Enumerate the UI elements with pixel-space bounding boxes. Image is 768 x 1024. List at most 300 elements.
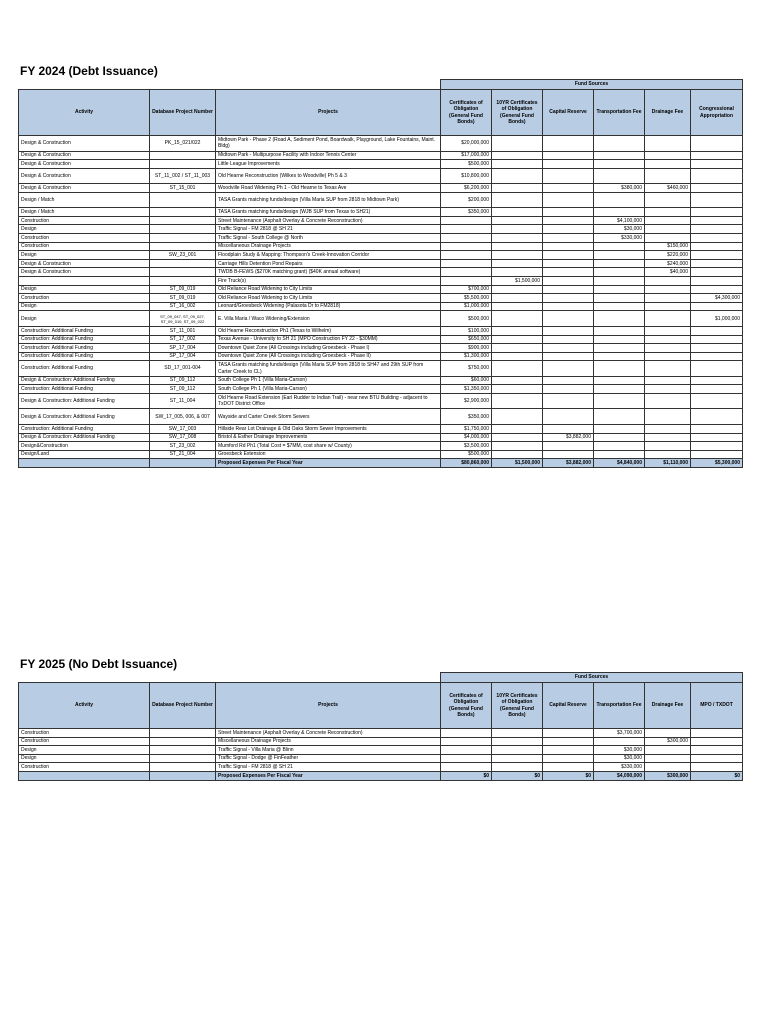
table-row [19,376,743,385]
project-cell: Old Hearne Reconstruction (Wilkes to Woodville) Ph 5 & 3 [216,168,441,184]
amount-cell [645,225,691,234]
amount-cell [543,216,594,225]
amount-cell: $3,500,000 [441,442,492,451]
total-cell: $0 [543,771,594,780]
project-cell: Downtown Quiet Zone (All Crossings including Groesbeck - Phase II) [216,352,441,361]
fy2025-table [18,672,743,781]
amount-cell [594,192,645,208]
amount-cell: $500,000 [441,160,492,169]
amount-cell: $30,000 [594,225,645,234]
activity-cell: Design [19,251,150,260]
column-header: Capital Reserve [543,683,594,729]
amount-cell [691,184,743,193]
project-number-cell [150,160,216,169]
project-cell: Wayside and Carter Creek Storm Sewers [216,409,441,425]
activity-cell: Construction: Additional Funding [19,424,150,433]
activity-cell: Design & Construction: Additional Funding [19,376,150,385]
amount-cell: $650,000 [441,335,492,344]
table-row [19,251,743,260]
fy2024-table [18,79,743,468]
project-number-cell [150,746,216,755]
project-number-cell [150,763,216,772]
amount-cell [492,361,543,377]
amount-cell: $4,000,000 [441,433,492,442]
amount-cell [441,754,492,763]
amount-cell [594,168,645,184]
amount-cell [441,746,492,755]
activity-cell: Construction: Additional Funding [19,361,150,377]
project-number-cell: ST_11_004 [150,393,216,409]
amount-cell [543,352,594,361]
amount-cell [543,277,594,286]
amount-cell [594,376,645,385]
project-cell: Midtown Park - Multipurpose Facility with Indoor Tennis Center [216,151,441,160]
amount-cell [691,216,743,225]
column-header: Database Project Number [150,90,216,136]
fund-sources-header: Fund Sources [441,80,743,90]
project-number-cell [150,216,216,225]
project-number-cell: ST_09_112 [150,385,216,394]
amount-cell [492,335,543,344]
amount-cell: $500,000 [441,450,492,459]
column-header: Database Project Number [150,683,216,729]
activity-cell: Design / Match [19,208,150,217]
project-number-cell: SD_17_001-004 [150,361,216,377]
amount-cell [492,433,543,442]
amount-cell: $700,000 [441,285,492,294]
amount-cell [543,302,594,311]
activity-cell: Design & Construction [19,268,150,277]
amount-cell [492,737,543,746]
amount-cell [691,344,743,353]
project-cell: Carriage Hills Detention Pond Repairs [216,259,441,268]
project-cell: Old Hearne Road Extension (Earl Rudder to Indian Trail) - near new BTU Building - adjacent to TxDOT District Office [216,393,441,409]
amount-cell [492,251,543,260]
project-number-cell [150,459,216,468]
amount-cell [543,208,594,217]
project-number-cell [150,268,216,277]
project-cell: Mumford Rd Ph1 (Total Cost = $7MM, cost share w/ County) [216,442,441,451]
project-cell: TASA Grants matching funds/design (Villa Maria SUP from 2818 to SH47 and 29th SUP from Carter Creek to CL) [216,361,441,377]
project-cell: Downtown Quiet Zone (All Crossings including Groesbeck - Phase I) [216,344,441,353]
total-cell: $4,840,000 [594,459,645,468]
amount-cell [441,737,492,746]
project-cell: TASA Grants matching funds/design (WJB SUP from Texas to SH21) [216,208,441,217]
project-cell: Traffic Signal - FM 2818 @ SH 21 [216,225,441,234]
amount-cell [691,160,743,169]
amount-cell [594,285,645,294]
amount-cell [645,160,691,169]
project-cell: Leonard/Groesbeck Widening (Palasota Dr to FM2818) [216,302,441,311]
amount-cell [594,361,645,377]
amount-cell [645,361,691,377]
table-row [19,352,743,361]
amount-cell [543,763,594,772]
amount-cell [691,376,743,385]
amount-cell [543,285,594,294]
amount-cell: $200,000 [441,192,492,208]
project-cell: Street Maintenance (Asphalt Overlay & Concrete Reconstruction) [216,216,441,225]
amount-cell: $17,000,000 [441,151,492,160]
project-cell: Texas Avenue - University to SH 21 (MPO Construction FY 22 - $30MM) [216,335,441,344]
amount-cell: $3,882,000 [543,433,594,442]
amount-cell [691,168,743,184]
amount-cell [492,192,543,208]
amount-cell: $1,300,000 [441,352,492,361]
amount-cell [594,450,645,459]
amount-cell [492,259,543,268]
amount-cell [543,136,594,152]
project-number-cell [150,225,216,234]
amount-cell [594,311,645,327]
project-cell: Street Maintenance (Asphalt Overlay & Concrete Reconstruction) [216,729,441,738]
total-cell: $80,860,000 [441,459,492,468]
amount-cell [543,311,594,327]
amount-cell [594,409,645,425]
project-number-cell: SW_17_005, 006, & 007 [150,409,216,425]
project-cell: Old Hearne Reconstruction Ph1 (Texas to Wilhelm) [216,326,441,335]
project-number-cell: ST_16_002 [150,302,216,311]
table-row [19,160,743,169]
project-cell: Miscellaneous Drainage Projects [216,737,441,746]
table-row [19,208,743,217]
activity-cell: Design & Construction [19,151,150,160]
amount-cell [645,450,691,459]
table-row [19,326,743,335]
amount-cell: $460,000 [645,184,691,193]
column-header: Drainage Fee [645,683,691,729]
amount-cell [691,268,743,277]
project-number-cell: ST_11_001 [150,326,216,335]
activity-cell: Design & Construction [19,160,150,169]
amount-cell [594,242,645,251]
activity-cell: Design & Construction: Additional Funding [19,393,150,409]
table-row [19,242,743,251]
amount-cell: $350,000 [441,409,492,425]
project-number-cell: ST_09_112 [150,376,216,385]
amount-cell: $100,000 [441,326,492,335]
amount-cell: $10,800,000 [441,168,492,184]
table-row [19,277,743,286]
amount-cell [492,376,543,385]
column-header: Certificates of Obligation (General Fund Bonds) [441,90,492,136]
amount-cell [492,184,543,193]
project-cell: South College Ph 1 (Villa Maria-Carson) [216,376,441,385]
amount-cell [645,136,691,152]
table-row [19,335,743,344]
project-cell: Traffic Signal - South College @ North [216,234,441,243]
project-number-cell: PK_15_021/022 [150,136,216,152]
amount-cell [691,361,743,377]
amount-cell [492,294,543,303]
project-number-cell [150,259,216,268]
amount-cell [594,151,645,160]
amount-cell [543,234,594,243]
amount-cell [691,433,743,442]
column-header: Activity [19,90,150,136]
amount-cell [543,225,594,234]
amount-cell [594,335,645,344]
amount-cell: $1,000,000 [441,302,492,311]
amount-cell [645,151,691,160]
amount-cell [543,409,594,425]
amount-cell [441,225,492,234]
project-cell: Traffic Signal - Villa Maria @ Blinn [216,746,441,755]
amount-cell [492,285,543,294]
amount-cell [691,326,743,335]
amount-cell: $20,000,000 [441,136,492,152]
activity-cell: Construction [19,234,150,243]
amount-cell [691,393,743,409]
total-row [19,459,743,468]
amount-cell [441,277,492,286]
activity-cell: Design&Construction [19,442,150,451]
amount-cell [691,225,743,234]
table-row [19,285,743,294]
project-cell: Hillside Rear Lot Drainage & Old Oaks Storm Sewer Improvements [216,424,441,433]
amount-cell: $150,000 [645,242,691,251]
amount-cell: $30,000 [594,746,645,755]
activity-cell: Design [19,311,150,327]
amount-cell [645,442,691,451]
project-number-cell: ST_21_004 [150,450,216,459]
amount-cell: $5,500,000 [441,294,492,303]
column-header: Transportation Fee [594,90,645,136]
amount-cell: $1,000,000 [691,311,743,327]
amount-cell: $60,000 [441,376,492,385]
activity-cell: Construction [19,216,150,225]
amount-cell [691,763,743,772]
amount-cell [594,344,645,353]
table-row [19,216,743,225]
amount-cell [645,326,691,335]
project-cell: Bristol & Esther Drainage Improvements [216,433,441,442]
table-row [19,234,743,243]
column-header: Transportation Fee [594,683,645,729]
table-row [19,746,743,755]
activity-cell: Construction: Additional Funding [19,326,150,335]
table-row [19,344,743,353]
project-cell: Groesbeck Extension [216,450,441,459]
amount-cell [492,151,543,160]
fy2024-title: FY 2024 (Debt Issuance) [20,64,158,78]
column-header: Certificates of Obligation (General Fund Bonds) [441,683,492,729]
amount-cell [645,285,691,294]
amount-cell [645,729,691,738]
activity-cell: Design & Construction [19,168,150,184]
amount-cell: $40,000 [645,268,691,277]
project-cell: TWDB B-FEWS ($270K matching grant) ($40K annual software) [216,268,441,277]
amount-cell [645,192,691,208]
amount-cell [492,268,543,277]
amount-cell [543,168,594,184]
activity-cell: Design [19,754,150,763]
column-header: Drainage Fee [645,90,691,136]
amount-cell [543,160,594,169]
project-cell: Woodville Road Widening Ph 1 - Old Hearne to Texas Ave [216,184,441,193]
amount-cell [691,136,743,152]
amount-cell [543,361,594,377]
total-label: Proposed Expenses Per Fiscal Year [216,459,441,468]
total-cell: $4,090,000 [594,771,645,780]
amount-cell [594,424,645,433]
amount-cell [492,352,543,361]
amount-cell [492,729,543,738]
column-header: Activity [19,683,150,729]
amount-cell [492,450,543,459]
amount-cell [492,168,543,184]
amount-cell [594,326,645,335]
activity-cell: Design [19,302,150,311]
amount-cell [645,216,691,225]
activity-cell: Construction [19,242,150,251]
amount-cell [691,729,743,738]
amount-cell [594,385,645,394]
amount-cell [594,251,645,260]
table-row [19,409,743,425]
amount-cell [543,746,594,755]
project-number-cell: SP_17_004 [150,344,216,353]
amount-cell [492,311,543,327]
amount-cell [543,192,594,208]
amount-cell [691,259,743,268]
amount-cell [492,225,543,234]
total-label: Proposed Expenses Per Fiscal Year [216,771,441,780]
project-number-cell [150,234,216,243]
amount-cell: $1,350,000 [441,385,492,394]
amount-cell [691,192,743,208]
project-cell: TASA Grants matching funds/design (Villa Maria SUP from 2818 to Midtown Park) [216,192,441,208]
table-row [19,302,743,311]
amount-cell [492,409,543,425]
activity-cell: Construction: Additional Funding [19,352,150,361]
amount-cell [441,729,492,738]
amount-cell [645,208,691,217]
amount-cell [492,242,543,251]
amount-cell [594,136,645,152]
total-cell: $1,500,000 [492,459,543,468]
amount-cell [492,234,543,243]
amount-cell [645,376,691,385]
amount-cell: $240,000 [645,259,691,268]
amount-cell [543,251,594,260]
amount-cell [543,259,594,268]
amount-cell: $4,300,000 [691,294,743,303]
amount-cell [645,234,691,243]
table-row [19,136,743,152]
amount-cell [645,344,691,353]
amount-cell [594,259,645,268]
amount-cell [492,216,543,225]
project-number-cell: SW_17_003 [150,424,216,433]
amount-cell [492,393,543,409]
activity-cell: Construction: Additional Funding [19,335,150,344]
amount-cell [691,746,743,755]
table-row [19,450,743,459]
fund-sources-header: Fund Sources [441,673,743,683]
total-cell: $300,000 [645,771,691,780]
amount-cell: $1,500,000 [492,277,543,286]
activity-cell: Construction: Additional Funding [19,385,150,394]
amount-cell [594,268,645,277]
project-cell: South College Ph 1 (Villa Maria-Carson) [216,385,441,394]
amount-cell [543,294,594,303]
amount-cell [543,393,594,409]
activity-cell: Design & Construction: Additional Funding [19,433,150,442]
total-row [19,771,743,780]
amount-cell [691,352,743,361]
table-row [19,151,743,160]
amount-cell [691,737,743,746]
activity-cell: Construction [19,763,150,772]
table-row [19,754,743,763]
amount-cell [543,424,594,433]
column-header: Projects [216,683,441,729]
project-number-cell: ST_09_019 [150,294,216,303]
activity-cell: Design & Construction [19,259,150,268]
table-row [19,442,743,451]
project-cell: Fire Truck(s) [216,277,441,286]
activity-cell: Design/Land [19,450,150,459]
activity-cell: Construction [19,729,150,738]
activity-cell: Design & Construction [19,184,150,193]
project-cell: Traffic Signal - Dodge @ FinFeather [216,754,441,763]
amount-cell [543,376,594,385]
amount-cell: $330,000 [594,234,645,243]
amount-cell: $300,000 [645,737,691,746]
project-cell: Floodplain Study & Mapping: Thompson's Creek-Innovation Corridor [216,251,441,260]
project-number-cell: ST_23_002 [150,442,216,451]
activity-cell: Design / Match [19,192,150,208]
activity-cell: Construction [19,737,150,746]
project-cell: Traffic Signal - FM 2818 @ SH 21 [216,763,441,772]
amount-cell [594,737,645,746]
amount-cell: $350,000 [441,208,492,217]
total-cell: $1,110,000 [645,459,691,468]
activity-cell: Construction [19,294,150,303]
amount-cell [645,168,691,184]
activity-cell: Design [19,225,150,234]
amount-cell: $4,100,000 [594,216,645,225]
table-row [19,311,743,327]
amount-cell [543,385,594,394]
activity-cell: Design [19,746,150,755]
amount-cell: $500,000 [441,311,492,327]
amount-cell [492,160,543,169]
column-header: 10YR Certificates of Obligation (General Fund Bonds) [492,683,543,729]
project-number-cell [150,729,216,738]
project-number-cell: ST_17_002 [150,335,216,344]
amount-cell: $2,900,000 [441,393,492,409]
amount-cell [645,302,691,311]
amount-cell [492,746,543,755]
total-cell: $5,300,000 [691,459,743,468]
table-row [19,184,743,193]
amount-cell: $750,000 [441,361,492,377]
amount-cell [691,385,743,394]
amount-cell [543,450,594,459]
amount-cell [594,433,645,442]
project-cell: E. Villa Maria / Waco Widening/Extension [216,311,441,327]
project-number-cell: ST_15_001 [150,184,216,193]
table-row [19,192,743,208]
amount-cell: $380,000 [594,184,645,193]
amount-cell [441,268,492,277]
table-row [19,737,743,746]
project-cell: Midtown Park - Phase 2 (Road A, Sediment Pond, Boardwalk, Playground, Lake Fountains, Maint. Bldg) [216,136,441,152]
amount-cell [691,277,743,286]
project-number-cell [150,151,216,160]
